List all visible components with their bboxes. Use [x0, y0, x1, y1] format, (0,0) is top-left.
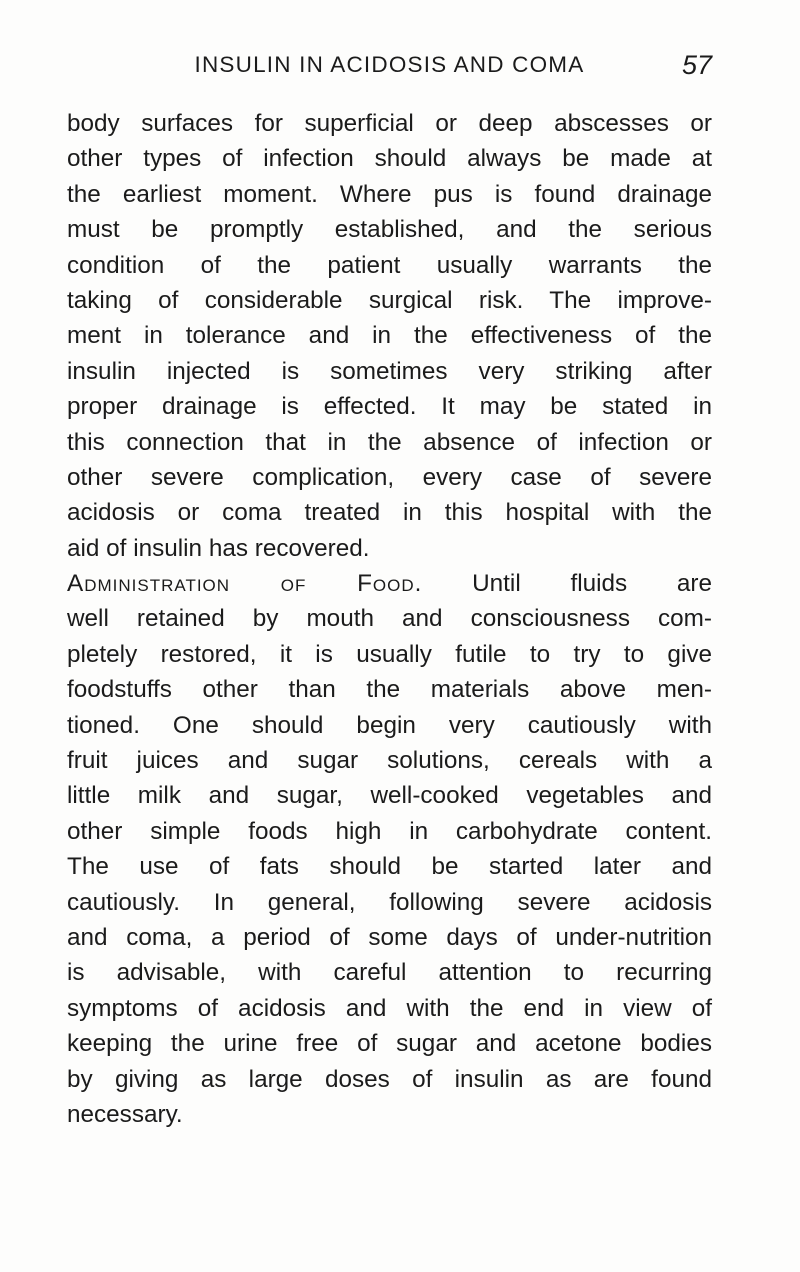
- text-line: is advisable, with careful attention to recurring: [67, 959, 712, 987]
- text-line: cautiously. In general, following severe acidosis: [67, 888, 712, 916]
- text-line: foodstuffs other than the materials above men-: [67, 676, 712, 704]
- text-line: other types of infection should always be made at: [67, 145, 712, 173]
- text-line: insulin injected is sometimes very striking after: [67, 357, 712, 385]
- running-head: [67, 50, 712, 90]
- text-line: taking of considerable surgical risk. The improve-: [67, 286, 712, 314]
- text-line: and coma, a period of some days of under-nutrition: [67, 923, 712, 951]
- text-line: acidosis or coma treated in this hospital with the: [67, 499, 712, 527]
- text-fragment: Until fluids are: [472, 570, 712, 598]
- text-line: symptoms of acidosis and with the end in view of: [67, 994, 712, 1022]
- text-line: keeping the urine free of sugar and acetone bodies: [67, 1030, 712, 1058]
- text-line: ment in tolerance and in the effectiveness of the: [67, 322, 712, 350]
- page-number: 57: [681, 50, 712, 80]
- text-line: other simple foods high in carbohydrate content.: [67, 817, 712, 845]
- text-line: tioned. One should begin very cautiously with: [67, 711, 712, 739]
- paragraph-heading-line: [67, 566, 712, 601]
- text-line: little milk and sugar, well-cooked vegetables and: [67, 782, 712, 810]
- text-line: fruit juices and sugar solutions, cereals with a: [67, 747, 712, 775]
- text-line: condition of the patient usually warrants the: [67, 251, 712, 279]
- text-line: The use of fats should be started later and: [67, 853, 712, 881]
- text-line: other severe complication, every case of severe: [67, 463, 712, 491]
- text-line: well retained by mouth and consciousness com-: [67, 605, 712, 633]
- text-line: pletely restored, it is usually futile to try to give: [67, 640, 712, 668]
- text-line: this connection that in the absence of infection or: [67, 428, 712, 456]
- running-head-title: INSULIN IN ACIDOSIS AND COMA: [194, 52, 585, 77]
- body-text: [67, 106, 712, 1132]
- text-line: by giving as large doses of insulin as are found: [67, 1065, 712, 1093]
- text-line: necessary.: [67, 1100, 183, 1128]
- text-line: proper drainage is effected. It may be stated in: [67, 393, 712, 421]
- text-line: must be promptly established, and the serious: [67, 216, 712, 244]
- text-line: body surfaces for superficial or deep abscesses or: [67, 110, 712, 137]
- text-line: aid of insulin has recovered.: [67, 534, 370, 562]
- section-heading: Administration of Food.: [67, 570, 423, 598]
- text-line: the earliest moment. Where pus is found drainage: [67, 180, 712, 208]
